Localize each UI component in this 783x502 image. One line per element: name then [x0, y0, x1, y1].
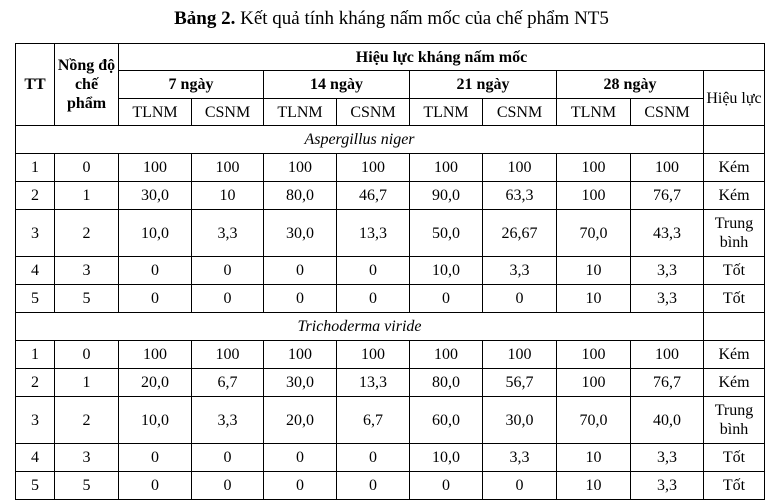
cell-tt: 5: [16, 285, 55, 313]
header-tlnm: TLNM: [119, 99, 192, 126]
cell-effect: Trung bình: [704, 210, 765, 257]
cell-tlnm: 0: [119, 285, 192, 313]
cell-tlnm: 100: [557, 154, 631, 182]
cell-tlnm: 0: [264, 472, 337, 500]
cell-tlnm: 0: [410, 472, 483, 500]
cell-effect: Tốt: [704, 444, 765, 472]
cell-csnm: 40,0: [631, 397, 704, 444]
cell-tlnm: 0: [264, 444, 337, 472]
cell-csnm: 30,0: [483, 397, 557, 444]
table-caption: [0, 6, 783, 32]
cell-tlnm: 10,0: [119, 397, 192, 444]
cell-tlnm: 100: [557, 182, 631, 210]
cell-csnm: 3,3: [192, 397, 264, 444]
cell-tlnm: 10,0: [410, 257, 483, 285]
cell-tlnm: 10: [557, 285, 631, 313]
cell-tlnm: 30,0: [264, 210, 337, 257]
cell-csnm: 76,7: [631, 182, 704, 210]
cell-tlnm: 0: [119, 472, 192, 500]
cell-csnm: 0: [192, 257, 264, 285]
section-empty-cell: [704, 126, 765, 154]
cell-tlnm: 0: [119, 257, 192, 285]
cell-tlnm: 70,0: [557, 210, 631, 257]
header-group: Hiệu lực kháng nấm mốc: [119, 44, 765, 71]
cell-effect: Tốt: [704, 472, 765, 500]
cell-tlnm: 100: [557, 369, 631, 397]
cell-csnm: 56,7: [483, 369, 557, 397]
section-label: Aspergillus niger: [16, 126, 704, 154]
header-csnm: CSNM: [483, 99, 557, 126]
cell-tlnm: 10,0: [119, 210, 192, 257]
cell-effect: Trung bình: [704, 397, 765, 444]
cell-effect: Kém: [704, 182, 765, 210]
cell-tlnm: 0: [410, 285, 483, 313]
cell-tt: 3: [16, 397, 55, 444]
cell-csnm: 6,7: [337, 397, 410, 444]
cell-effect: Kém: [704, 341, 765, 369]
cell-csnm: 3,3: [631, 472, 704, 500]
cell-tlnm: 80,0: [410, 369, 483, 397]
cell-csnm: 100: [631, 341, 704, 369]
cell-concentration: 5: [55, 472, 119, 500]
cell-tt: 4: [16, 257, 55, 285]
table-row: [16, 182, 765, 210]
cell-concentration: 3: [55, 257, 119, 285]
cell-csnm: 6,7: [192, 369, 264, 397]
cell-tlnm: 100: [410, 341, 483, 369]
cell-effect: Kém: [704, 369, 765, 397]
cell-tt: 5: [16, 472, 55, 500]
cell-tlnm: 10,0: [410, 444, 483, 472]
header-effect: Hiệu lực: [704, 71, 765, 126]
cell-csnm: 13,3: [337, 369, 410, 397]
cell-csnm: 46,7: [337, 182, 410, 210]
header-day-28: 28 ngày: [557, 71, 704, 99]
header-day-14: 14 ngày: [264, 71, 410, 99]
cell-concentration: 3: [55, 444, 119, 472]
cell-tt: 1: [16, 341, 55, 369]
cell-csnm: 100: [631, 154, 704, 182]
table-row: [16, 154, 765, 182]
table-row: [16, 369, 765, 397]
cell-csnm: 76,7: [631, 369, 704, 397]
table-body: [16, 126, 765, 500]
cell-csnm: 100: [483, 154, 557, 182]
results-table: [15, 43, 765, 500]
cell-csnm: 0: [483, 285, 557, 313]
section-row: [16, 313, 765, 341]
section-empty-cell: [704, 313, 765, 341]
cell-csnm: 43,3: [631, 210, 704, 257]
cell-tlnm: 0: [119, 444, 192, 472]
table-row: [16, 444, 765, 472]
caption-label: Bảng 2.: [174, 8, 236, 29]
cell-tlnm: 100: [264, 341, 337, 369]
cell-tlnm: 80,0: [264, 182, 337, 210]
table-row: [16, 341, 765, 369]
cell-csnm: 3,3: [192, 210, 264, 257]
cell-tlnm: 10: [557, 257, 631, 285]
cell-csnm: 3,3: [631, 285, 704, 313]
cell-csnm: 3,3: [631, 257, 704, 285]
cell-concentration: 2: [55, 397, 119, 444]
cell-concentration: 1: [55, 369, 119, 397]
header-tlnm: TLNM: [410, 99, 483, 126]
cell-tlnm: 100: [119, 341, 192, 369]
cell-concentration: 1: [55, 182, 119, 210]
header-concentration: Nồng độ chế phẩm: [55, 44, 119, 126]
cell-tlnm: 50,0: [410, 210, 483, 257]
header-day-7: 7 ngày: [119, 71, 264, 99]
cell-csnm: 0: [192, 472, 264, 500]
cell-csnm: 100: [192, 154, 264, 182]
header-csnm: CSNM: [631, 99, 704, 126]
cell-tlnm: 0: [264, 257, 337, 285]
cell-tlnm: 90,0: [410, 182, 483, 210]
cell-tlnm: 100: [119, 154, 192, 182]
cell-csnm: 13,3: [337, 210, 410, 257]
header-csnm: CSNM: [192, 99, 264, 126]
cell-csnm: 0: [337, 472, 410, 500]
cell-tlnm: 30,0: [119, 182, 192, 210]
cell-concentration: 0: [55, 341, 119, 369]
cell-tlnm: 100: [264, 154, 337, 182]
cell-csnm: 0: [192, 444, 264, 472]
cell-tlnm: 100: [410, 154, 483, 182]
cell-tlnm: 10: [557, 472, 631, 500]
cell-tt: 3: [16, 210, 55, 257]
table-header: [16, 44, 765, 126]
cell-tlnm: 30,0: [264, 369, 337, 397]
cell-tt: 2: [16, 369, 55, 397]
table-row: [16, 257, 765, 285]
table-row: [16, 210, 765, 257]
cell-csnm: 63,3: [483, 182, 557, 210]
cell-tlnm: 0: [264, 285, 337, 313]
table-row: [16, 285, 765, 313]
cell-effect: Tốt: [704, 257, 765, 285]
cell-tt: 4: [16, 444, 55, 472]
caption-title: Kết quả tính kháng nấm mốc của chế phẩm NT5: [240, 8, 609, 29]
cell-concentration: 0: [55, 154, 119, 182]
header-tt: TT: [16, 44, 55, 126]
cell-csnm: 100: [483, 341, 557, 369]
header-tlnm: TLNM: [264, 99, 337, 126]
cell-csnm: 3,3: [483, 257, 557, 285]
cell-effect: Tốt: [704, 285, 765, 313]
cell-csnm: 100: [192, 341, 264, 369]
cell-concentration: 5: [55, 285, 119, 313]
table-row: [16, 397, 765, 444]
cell-csnm: 0: [337, 285, 410, 313]
cell-tt: 1: [16, 154, 55, 182]
cell-tlnm: 10: [557, 444, 631, 472]
cell-csnm: 0: [192, 285, 264, 313]
table-row: [16, 472, 765, 500]
section-label: Trichoderma viride: [16, 313, 704, 341]
header-csnm: CSNM: [337, 99, 410, 126]
cell-tlnm: 20,0: [119, 369, 192, 397]
cell-tlnm: 20,0: [264, 397, 337, 444]
cell-tlnm: 70,0: [557, 397, 631, 444]
cell-concentration: 2: [55, 210, 119, 257]
cell-tt: 2: [16, 182, 55, 210]
cell-tlnm: 60,0: [410, 397, 483, 444]
cell-csnm: 0: [337, 444, 410, 472]
header-day-21: 21 ngày: [410, 71, 557, 99]
cell-csnm: 100: [337, 154, 410, 182]
cell-csnm: 0: [483, 472, 557, 500]
cell-effect: Kém: [704, 154, 765, 182]
cell-tlnm: 100: [557, 341, 631, 369]
section-row: [16, 126, 765, 154]
cell-csnm: 3,3: [631, 444, 704, 472]
cell-csnm: 10: [192, 182, 264, 210]
cell-csnm: 100: [337, 341, 410, 369]
cell-csnm: 26,67: [483, 210, 557, 257]
cell-csnm: 3,3: [483, 444, 557, 472]
cell-csnm: 0: [337, 257, 410, 285]
header-tlnm: TLNM: [557, 99, 631, 126]
